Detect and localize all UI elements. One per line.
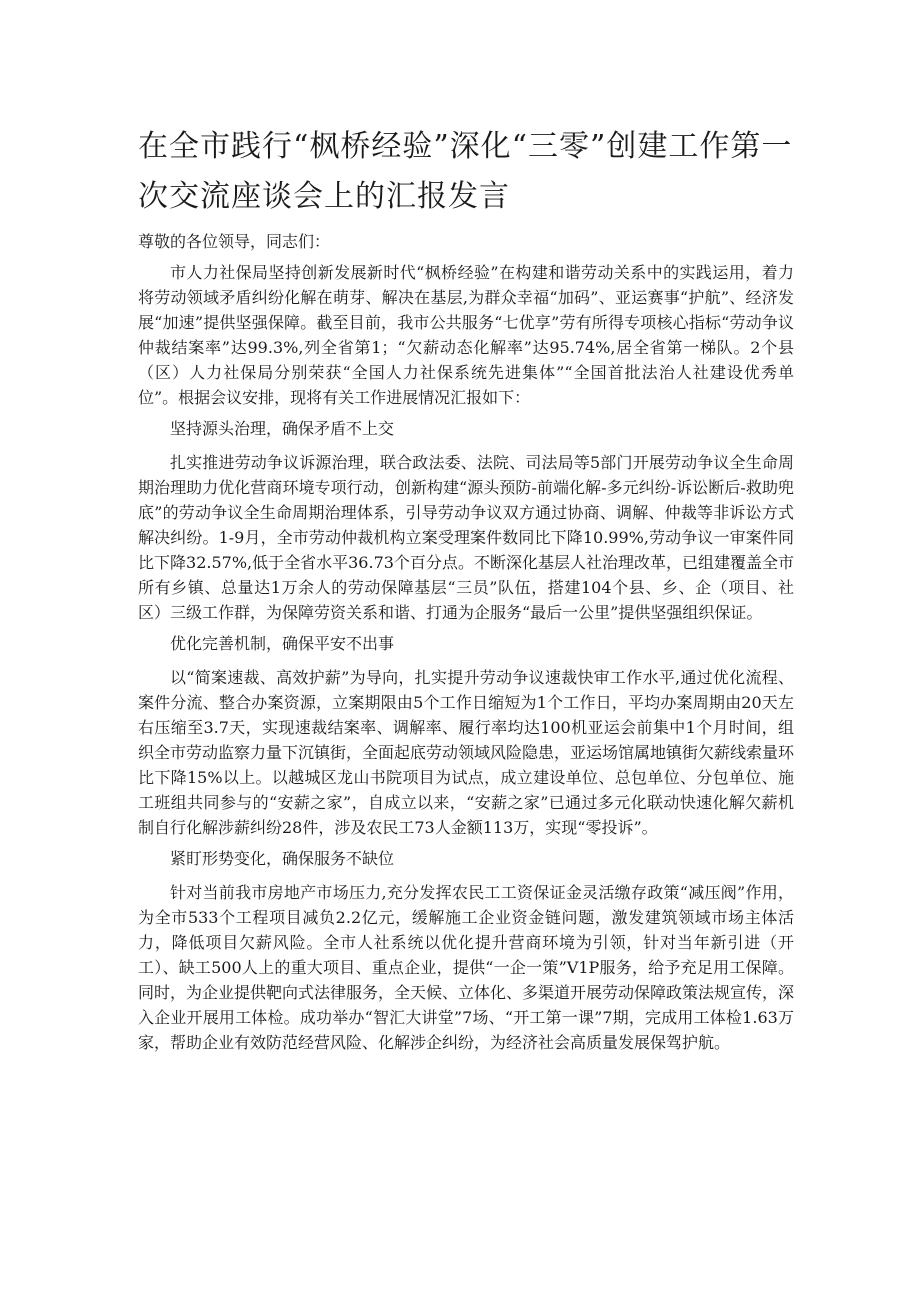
section-paragraph: 针对当前我市房地产市场压力,充分发挥农民工工资保证金灵活缴存政策“减压阀”作用，为全市533个工程项目减负2.2亿元，缓解施工企业资金链问题，激发建筑领域市场主体活力，降低项目欠薪风险。全市人社系统以优化提升营商环境为引领，针对当年新引进（开工）、缺工500人上的重大项目、重点企业，提供“一企一策”V1P服务，给予充足用工保障。同时，为企业提供靶向式法律服务，全天候、立体化、多渠道开展劳动保障政策法规宣传，深入企业开展用工体检。成功举办“智汇大讲堂”7场、“开工第一课”7期，完成用工体检1.63万家，帮助企业有效防范经营风险、化解涉企纠纷，为经济社会高质量发展保驾护航。	[138, 883, 795, 1052]
salutation: 尊敬的各位领导，同志们：	[138, 232, 331, 251]
intro-paragraph: 市人力社保局坚持创新发展新时代“枫桥经验”在构建和谐劳动关系中的实践运用，着力将劳动领域矛盾纠纷化解在萌芽、解决在基层,为群众幸福“加码”、亚运赛事“护航”、经济发展“加速”提供坚强保障。截至目前，我市公共服务“七优享”劳有所得专项核心指标“劳动争议仲裁结案率”达99.3%,列全省第1；“欠薪动态化解率”达95.74%,居全省第一梯队。2个县（区）人力社保局分别荣获“全国人力社保系统先进集体”“全国首批法治人社建设优秀单位”。根据会议安排，现将有关工作进展情况汇报如下：	[138, 263, 794, 407]
section-paragraph: 以“简案速裁、高效护薪”为导向，扎实提升劳动争议速裁快审工作水平,通过优化流程、案件分流、整合办案资源，立案期限由5个工作日缩短为1个工作日，平均办案周期由20天左右压缩至3.7天，实现速裁结案率、调解率、履行率均达100机亚运会前集中1个月时间，组织全市劳动监察力量下沉镇街，全面起底劳动领域风险隐患，亚运场馆属地镇街欠薪线索量环比下降15%以上。以越城区龙山书院项目为试点，成立建设单位、总包单位、分包单位、施工班组共同参与的“安薪之家”，自成立以来，“安薪之家”已通过多元化联动快速化解欠薪机制自行化解涉薪纠纷28件，涉及农民工73人金额113万，实现“零投诉”。	[138, 668, 795, 837]
section-heading: 优化完善机制，确保平安不出事	[170, 634, 395, 653]
section-heading: 坚持源头治理，确保矛盾不上交	[170, 419, 395, 438]
section-paragraph: 扎实推进劳动争议诉源治理，联合政法委、法院、司法局等5部门开展劳动争议全生命周期治理助力优化营商环境专项行动，创新构建“源头预防-前端化解-多元纠纷-诉讼断后-救助兜底”的劳动争议全生命周期治理体系，引导劳动争议双方通过协商、调解、仲裁等非诉讼方式解决纠纷。1-9月，全市劳动仲裁机构立案受理案件数同比下降10.99%,劳动争议一审案件同比下降32.57%,低于全省水平36.73个百分点。不断深化基层人社治理改革，已组建覆盖全市所有乡镇、总量达1万余人的劳动保障基层“三员”队伍，搭建104个县、乡、企（项目、社区）三级工作群，为保障劳资关系和谐、打通为企服务“最后一公里”提供坚强组织保证。	[138, 453, 794, 622]
document-title: 在全市践行“枫桥经验”深化“三零”创建工作第一次交流座谈会上的汇报发言	[138, 129, 793, 214]
section-heading: 紧盯形势变化，确保服务不缺位	[170, 849, 395, 868]
document-body	[138, 229, 794, 1061]
